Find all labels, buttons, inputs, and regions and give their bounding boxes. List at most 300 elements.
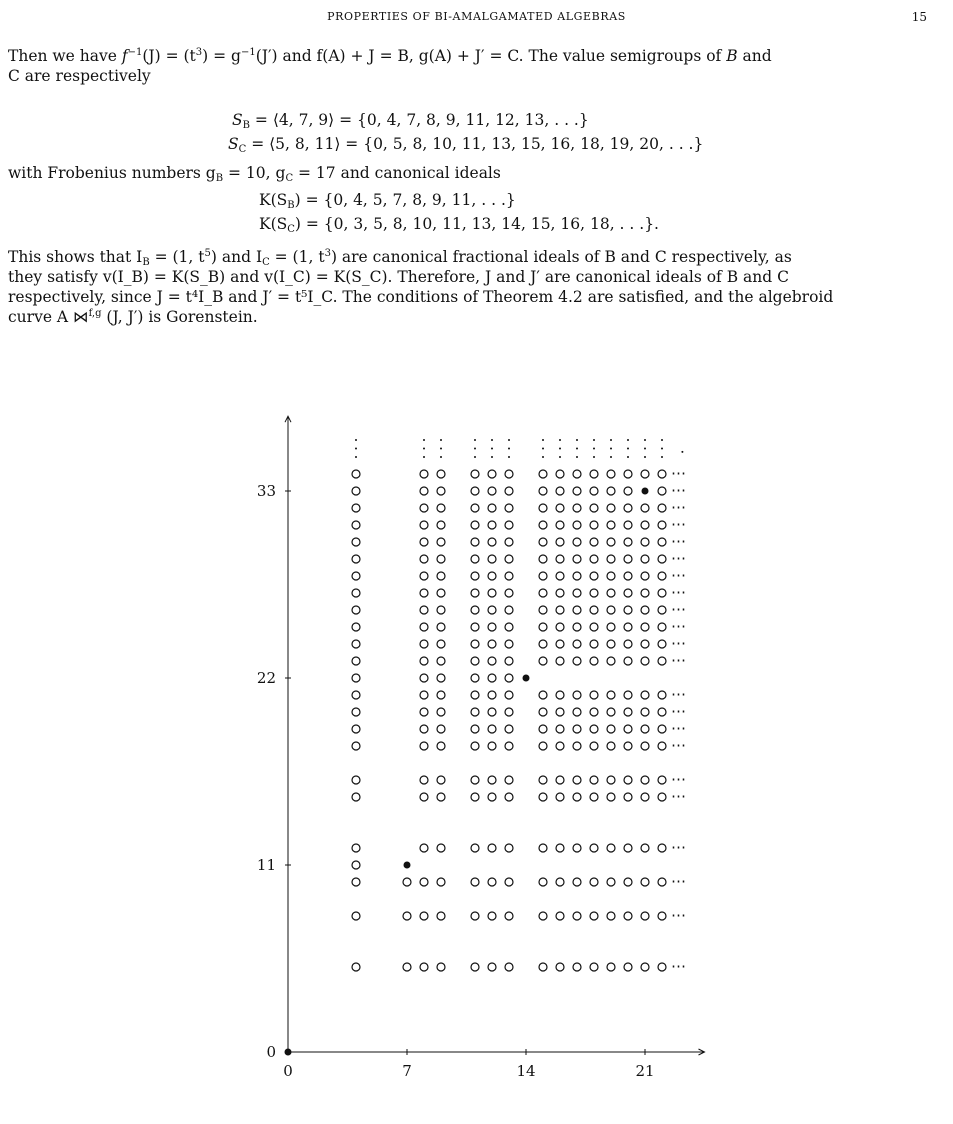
open-point	[488, 844, 496, 852]
open-point	[488, 963, 496, 971]
running-head: PROPERTIES OF BI-AMALGAMATED ALGEBRAS	[327, 10, 626, 23]
open-point	[420, 657, 428, 665]
open-point	[352, 844, 360, 852]
page-number: 15	[911, 10, 927, 24]
open-point	[539, 708, 547, 716]
row-continuation: ⋯	[671, 787, 686, 805]
open-point	[539, 725, 547, 733]
column-continuation-dot	[423, 439, 425, 441]
open-point	[556, 742, 564, 750]
open-point	[590, 657, 598, 665]
open-point	[539, 487, 547, 495]
open-point	[658, 623, 666, 631]
open-point	[420, 470, 428, 478]
row-continuation: ⋯	[671, 702, 686, 720]
open-point	[624, 878, 632, 886]
open-point	[505, 844, 513, 852]
open-point	[590, 487, 598, 495]
open-point	[590, 504, 598, 512]
open-point	[505, 572, 513, 580]
equation-sc: $S_C$ = ⟨5, 8, 11⟩ = {0, 5, 8, 10, 11, 13, 15, 16, 18, 19, 20, . . .}	[228, 135, 704, 155]
open-point	[658, 878, 666, 886]
open-point	[471, 691, 479, 699]
row-continuation: ⋯	[671, 838, 686, 856]
column-continuation-dot	[610, 456, 612, 458]
open-point	[437, 725, 445, 733]
open-point	[505, 878, 513, 886]
open-point	[573, 691, 581, 699]
open-point	[471, 844, 479, 852]
open-point	[471, 657, 479, 665]
column-continuation-dot	[440, 456, 442, 458]
paragraph-intro: Then we have $f^{-1}(J) = (t^3) = g^{-1}(J')$ and f(A) + J = B, g(A) + J′ = C. The value semigroups of B and C are respectively	[8, 47, 772, 85]
open-point	[420, 538, 428, 546]
open-point	[539, 589, 547, 597]
open-point	[607, 606, 615, 614]
open-point	[624, 725, 632, 733]
open-point	[556, 555, 564, 563]
column-continuation-dot	[576, 448, 578, 450]
open-point	[505, 674, 513, 682]
open-point	[352, 555, 360, 563]
open-point	[573, 912, 581, 920]
open-point	[471, 572, 479, 580]
open-point	[488, 657, 496, 665]
open-point	[437, 674, 445, 682]
open-point	[556, 793, 564, 801]
open-point	[590, 963, 598, 971]
open-point	[420, 521, 428, 529]
column-continuation-dot	[355, 456, 357, 458]
open-point	[556, 963, 564, 971]
open-point	[539, 623, 547, 631]
open-point	[590, 878, 598, 886]
open-point	[352, 504, 360, 512]
open-point	[607, 504, 615, 512]
open-point	[607, 538, 615, 546]
column-continuation-dot	[491, 448, 493, 450]
open-point	[624, 521, 632, 529]
open-point	[658, 555, 666, 563]
open-point	[590, 776, 598, 784]
open-point	[420, 606, 428, 614]
row-continuation: ⋯	[671, 532, 686, 550]
open-point	[437, 657, 445, 665]
open-point	[573, 521, 581, 529]
open-point	[658, 470, 666, 478]
open-point	[658, 912, 666, 920]
column-continuation-dot	[627, 448, 629, 450]
filled-point	[642, 488, 649, 495]
open-point	[658, 589, 666, 597]
open-point	[641, 844, 649, 852]
open-point	[573, 538, 581, 546]
open-point	[488, 504, 496, 512]
row-continuation: ⋯	[671, 736, 686, 754]
open-point	[641, 657, 649, 665]
column-continuation-dot	[542, 439, 544, 441]
row-continuation: ⋯	[671, 957, 686, 975]
open-point	[505, 470, 513, 478]
open-point	[658, 538, 666, 546]
open-point	[590, 572, 598, 580]
open-point	[590, 555, 598, 563]
open-point	[658, 572, 666, 580]
open-point	[539, 742, 547, 750]
open-point	[403, 878, 411, 886]
filled-point	[523, 675, 530, 682]
open-point	[420, 742, 428, 750]
open-point	[624, 487, 632, 495]
open-point	[658, 776, 666, 784]
open-point	[539, 878, 547, 886]
column-continuation-dot	[593, 456, 595, 458]
open-point	[590, 640, 598, 648]
open-point	[488, 793, 496, 801]
open-point	[556, 504, 564, 512]
column-continuation-dot	[474, 448, 476, 450]
row-continuation: ⋯	[671, 872, 686, 890]
open-point	[471, 623, 479, 631]
open-point	[573, 504, 581, 512]
row-continuation: ⋯	[671, 566, 686, 584]
open-point	[505, 640, 513, 648]
open-point	[505, 521, 513, 529]
open-point	[352, 657, 360, 665]
open-point	[624, 470, 632, 478]
open-point	[658, 963, 666, 971]
open-point	[658, 844, 666, 852]
column-continuation-dot	[355, 448, 357, 450]
open-point	[641, 555, 649, 563]
open-point	[641, 521, 649, 529]
open-point	[658, 657, 666, 665]
open-point	[488, 589, 496, 597]
open-point	[556, 538, 564, 546]
open-point	[573, 963, 581, 971]
open-point	[471, 640, 479, 648]
column-continuation-dot	[423, 448, 425, 450]
open-point	[420, 674, 428, 682]
open-point	[420, 844, 428, 852]
open-point	[607, 589, 615, 597]
equation-sb: $S_B$ = ⟨4, 7, 9⟩ = {0, 4, 7, 8, 9, 11, 12, 13, . . .}	[232, 111, 589, 131]
open-point	[437, 470, 445, 478]
open-point	[641, 623, 649, 631]
column-continuation-dot	[559, 448, 561, 450]
open-point	[488, 470, 496, 478]
row-continuation: ⋯	[671, 617, 686, 635]
open-point	[471, 538, 479, 546]
open-point	[352, 793, 360, 801]
row-continuation: ⋯	[671, 634, 686, 652]
open-point	[352, 708, 360, 716]
row-continuation: ⋯	[671, 719, 686, 737]
row-continuation: ⋯	[671, 464, 686, 482]
open-point	[641, 691, 649, 699]
column-continuation-dot	[661, 456, 663, 458]
open-point	[573, 776, 581, 784]
row-continuation: ⋯	[671, 498, 686, 516]
open-point	[556, 487, 564, 495]
open-point	[641, 793, 649, 801]
row-continuation: ⋯	[671, 770, 686, 788]
open-point	[437, 793, 445, 801]
open-point	[488, 606, 496, 614]
open-point	[505, 912, 513, 920]
open-point	[624, 555, 632, 563]
column-continuation-dot	[440, 439, 442, 441]
open-point	[505, 555, 513, 563]
open-point	[352, 521, 360, 529]
open-point	[556, 572, 564, 580]
open-point	[352, 589, 360, 597]
open-point	[573, 844, 581, 852]
open-point	[437, 963, 445, 971]
open-point	[352, 691, 360, 699]
open-point	[437, 776, 445, 784]
open-point	[352, 606, 360, 614]
column-continuation-dot	[474, 456, 476, 458]
open-point	[590, 521, 598, 529]
open-point	[539, 521, 547, 529]
open-point	[352, 572, 360, 580]
equation-kc: $K(S_C) = \{0$, 3, 5, 8, 10, 11, 13, 14, 15, 16, 18, . . .}.	[259, 215, 659, 235]
open-point	[624, 589, 632, 597]
column-continuation-dot	[627, 456, 629, 458]
open-point	[624, 538, 632, 546]
filled-point	[285, 1049, 292, 1056]
open-point	[471, 963, 479, 971]
open-point	[573, 878, 581, 886]
open-point	[539, 606, 547, 614]
open-point	[607, 844, 615, 852]
open-point	[471, 793, 479, 801]
open-point	[471, 776, 479, 784]
open-point	[607, 521, 615, 529]
open-point	[505, 691, 513, 699]
open-point	[658, 742, 666, 750]
open-point	[437, 606, 445, 614]
open-point	[658, 691, 666, 699]
open-point	[573, 487, 581, 495]
open-point	[624, 708, 632, 716]
open-point	[352, 470, 360, 478]
open-point	[437, 623, 445, 631]
open-point	[573, 623, 581, 631]
open-point	[641, 572, 649, 580]
open-point	[488, 487, 496, 495]
open-point	[641, 725, 649, 733]
open-point	[607, 793, 615, 801]
open-point	[590, 691, 598, 699]
open-point	[556, 657, 564, 665]
open-point	[641, 589, 649, 597]
open-point	[471, 878, 479, 886]
open-point	[607, 725, 615, 733]
column-continuation-dot	[559, 439, 561, 441]
column-continuation-dot	[355, 439, 357, 441]
open-point	[437, 912, 445, 920]
open-point	[624, 912, 632, 920]
open-point	[624, 640, 632, 648]
open-point	[437, 504, 445, 512]
open-point	[505, 623, 513, 631]
open-point	[505, 963, 513, 971]
open-point	[471, 589, 479, 597]
open-point	[539, 912, 547, 920]
open-point	[471, 606, 479, 614]
open-point	[471, 912, 479, 920]
open-point	[488, 691, 496, 699]
column-continuation-dot	[508, 439, 510, 441]
open-point	[573, 640, 581, 648]
open-point	[590, 538, 598, 546]
row-continuation: ⋯	[671, 600, 686, 618]
open-point	[471, 708, 479, 716]
open-point	[403, 963, 411, 971]
open-point	[488, 776, 496, 784]
open-point	[573, 793, 581, 801]
open-point	[505, 538, 513, 546]
open-point	[573, 725, 581, 733]
open-point	[539, 640, 547, 648]
open-point	[488, 708, 496, 716]
equation-kb: $K(S_B) = \{0$, 4, 5, 7, 8, 9, 11, . . .}	[259, 191, 516, 211]
column-continuation-dot	[542, 456, 544, 458]
open-point	[624, 606, 632, 614]
open-point	[641, 708, 649, 716]
open-point	[624, 776, 632, 784]
filled-point	[404, 862, 411, 869]
open-point	[471, 674, 479, 682]
open-point	[488, 538, 496, 546]
open-point	[420, 555, 428, 563]
open-point	[590, 470, 598, 478]
x-tick-label: 0	[283, 1062, 293, 1080]
open-point	[607, 776, 615, 784]
open-point	[641, 606, 649, 614]
open-point	[624, 742, 632, 750]
row-continuation: ⋯	[671, 583, 686, 601]
open-point	[488, 878, 496, 886]
open-point	[420, 725, 428, 733]
open-point	[624, 623, 632, 631]
open-point	[624, 691, 632, 699]
open-point	[607, 657, 615, 665]
open-point	[607, 742, 615, 750]
open-point	[488, 674, 496, 682]
open-point	[607, 878, 615, 886]
open-point	[539, 793, 547, 801]
open-point	[437, 878, 445, 886]
open-point	[556, 691, 564, 699]
open-point	[556, 912, 564, 920]
open-point	[403, 912, 411, 920]
open-point	[624, 963, 632, 971]
open-point	[607, 963, 615, 971]
open-point	[556, 844, 564, 852]
row-continuation: ⋯	[671, 906, 686, 924]
open-point	[624, 504, 632, 512]
open-point	[590, 912, 598, 920]
open-point	[573, 742, 581, 750]
column-continuation-dot	[610, 448, 612, 450]
open-point	[624, 572, 632, 580]
column-continuation-dot	[593, 439, 595, 441]
open-point	[352, 725, 360, 733]
open-point	[590, 742, 598, 750]
open-point	[539, 538, 547, 546]
open-point	[420, 589, 428, 597]
open-point	[437, 538, 445, 546]
row-continuation: ⋯	[671, 651, 686, 669]
open-point	[352, 963, 360, 971]
y-tick-label: 22	[256, 669, 276, 687]
diagonal-continuation-dot	[681, 451, 683, 453]
open-point	[488, 912, 496, 920]
open-point	[437, 844, 445, 852]
open-point	[556, 776, 564, 784]
open-point	[607, 640, 615, 648]
open-point	[420, 963, 428, 971]
column-continuation-dot	[440, 448, 442, 450]
open-point	[624, 657, 632, 665]
column-continuation-dot	[644, 456, 646, 458]
open-point	[539, 572, 547, 580]
open-point	[505, 657, 513, 665]
open-point	[556, 708, 564, 716]
column-continuation-dot	[644, 439, 646, 441]
column-continuation-dot	[508, 456, 510, 458]
column-continuation-dot	[491, 439, 493, 441]
open-point	[607, 912, 615, 920]
open-point	[539, 691, 547, 699]
open-point	[658, 640, 666, 648]
open-point	[607, 555, 615, 563]
open-point	[641, 878, 649, 886]
open-point	[352, 538, 360, 546]
open-point	[471, 504, 479, 512]
column-continuation-dot	[661, 448, 663, 450]
open-point	[607, 572, 615, 580]
open-point	[539, 776, 547, 784]
open-point	[573, 657, 581, 665]
open-point	[488, 640, 496, 648]
open-point	[641, 640, 649, 648]
open-point	[556, 521, 564, 529]
open-point	[573, 708, 581, 716]
open-point	[641, 742, 649, 750]
open-point	[488, 572, 496, 580]
open-point	[471, 470, 479, 478]
open-point	[352, 878, 360, 886]
open-point	[641, 963, 649, 971]
open-point	[420, 487, 428, 495]
open-point	[437, 640, 445, 648]
open-point	[556, 640, 564, 648]
paragraph-conclusion: This shows that $I_B = (1$, $t^5$) and $I_C = (1$, $t^3$) are canonical fractional ideals of B and C respectively, as they satisfy v(I_B) = K(S_B) and v(I_C) = K(S_C). Therefore, J and J′ are canonical ideals of B and C respectively, since J = t⁴I_B and J′ = t⁵I_C. The conditions of Theorem 4.2 are satisfied, and the algebroid curve A ⋈$^{f,g}$ (J, J′) is Gorenstein.	[8, 248, 834, 326]
y-tick-label: 0	[266, 1043, 276, 1061]
column-continuation-dot	[542, 448, 544, 450]
open-point	[658, 521, 666, 529]
column-continuation-dot	[661, 439, 663, 441]
open-point	[658, 793, 666, 801]
open-point	[556, 623, 564, 631]
open-point	[556, 725, 564, 733]
open-point	[437, 708, 445, 716]
open-point	[352, 742, 360, 750]
